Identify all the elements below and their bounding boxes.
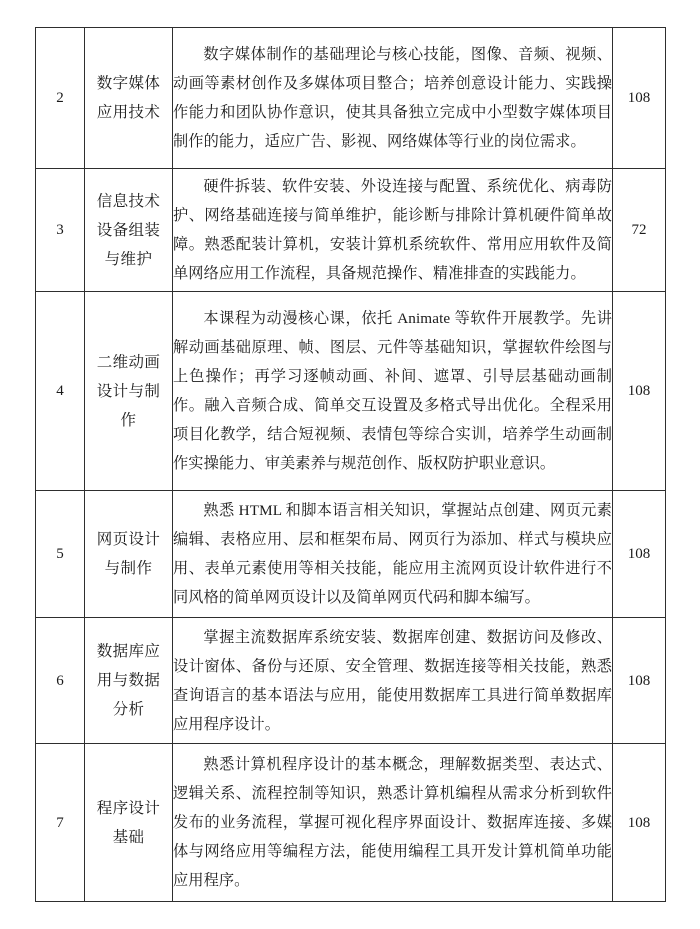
row-index-cell: 7 bbox=[36, 744, 85, 902]
course-name-line: 设计与制 bbox=[96, 382, 161, 400]
table-row bbox=[36, 28, 666, 169]
course-name-line: 用与数据 bbox=[96, 672, 161, 689]
course-hours-cell: 108 bbox=[613, 28, 666, 169]
course-hours-cell: 108 bbox=[613, 744, 666, 902]
course-description-cell: 熟悉 HTML 和脚本语言相关知识，掌握站点创建、网页元素编辑、表格应用、层和框架布局、网页行为添加、样式与模块应用、表单元素使用等相关技能，能应用主流网页设计软件进行不同风格的简单网页设计以及简单网页代码和脚本编写。 bbox=[173, 491, 613, 618]
course-hours-cell: 72 bbox=[613, 169, 666, 292]
course-name-cell bbox=[85, 28, 173, 169]
course-name-line: 基础 bbox=[112, 828, 145, 846]
row-index-cell: 5 bbox=[36, 491, 85, 618]
course-name-line: 作 bbox=[120, 411, 137, 429]
course-hours-cell: 108 bbox=[613, 292, 666, 491]
course-hours-cell: 108 bbox=[613, 618, 666, 744]
row-index-cell: 6 bbox=[36, 618, 85, 744]
course-description-cell: 掌握主流数据库系统安装、数据库创建、数据访问及修改、设计窗体、备份与还原、安全管理、数据连接等相关技能，熟悉查询语言的基本语法与应用，能使用数据库工具进行简单数据库应用程序设计。 bbox=[173, 618, 613, 744]
row-index-cell: 2 bbox=[36, 28, 85, 169]
course-description-cell: 数字媒体制作的基础理论与核心技能，图像、音频、视频、动画等素材创作及多媒体项目整合；培养创意设计能力、实践操作能力和团队协作意识，使其具备独立完成中小型数字媒体项目制作的能力，适应广告、影视、网络媒体等行业的岗位需求。 bbox=[173, 28, 613, 169]
course-description-cell: 硬件拆装、软件安装、外设连接与配置、系统优化、病毒防护、网络基础连接与简单维护，能诊断与排除计算机硬件简单故障。熟悉配装计算机，安装计算机系统软件、常用应用软件及简单网络应用工作流程，具备规范操作、精准排查的实践能力。 bbox=[173, 169, 613, 292]
course-hours-cell: 108 bbox=[613, 491, 666, 618]
table-body bbox=[36, 28, 666, 902]
table-row bbox=[36, 491, 666, 618]
course-name-cell bbox=[85, 292, 173, 491]
row-index-cell: 4 bbox=[36, 292, 85, 491]
course-description-cell: 熟悉计算机程序设计的基本概念，理解数据类型、表达式、逻辑关系、流程控制等知识，熟悉计算机编程从需求分析到软件发布的业务流程，掌握可视化程序界面设计、数据库连接、多媒体与网络应用等编程方法，能使用编程工具开发计算机简单功能应用程序。 bbox=[173, 744, 613, 902]
course-name-line: 程序设计 bbox=[96, 799, 161, 817]
table-row bbox=[36, 292, 666, 491]
course-name-line: 应用技术 bbox=[96, 104, 161, 121]
table-row bbox=[36, 169, 666, 292]
course-name-cell bbox=[85, 169, 173, 292]
course-name-line: 二维动画 bbox=[96, 353, 161, 371]
course-name-line: 与维护 bbox=[104, 250, 153, 268]
course-name-line: 与制作 bbox=[104, 560, 153, 577]
course-description-cell: 本课程为动漫核心课，依托 Animate 等软件开展教学。先讲解动画基础原理、帧、图层、元件等基础知识，掌握软件绘图与上色操作；再学习逐帧动画、补间、遮罩、引导层基础动画制作。融入音频合成、简单交互设置及多格式导出优化。全程采用项目化教学，结合短视频、表情包等综合实训，培养学生动画制作实操能力、审美素养与规范创作、版权防护职业意识。 bbox=[173, 292, 613, 491]
course-name-line: 数字媒体 bbox=[96, 75, 161, 92]
course-name-cell bbox=[85, 491, 173, 618]
course-specification-table bbox=[35, 27, 666, 902]
course-name-cell bbox=[85, 618, 173, 744]
course-name-line: 网页设计 bbox=[96, 531, 161, 548]
course-name-cell bbox=[85, 744, 173, 902]
course-name-line: 数据库应 bbox=[96, 643, 161, 660]
course-name-line: 信息技术 bbox=[96, 192, 161, 210]
table-row bbox=[36, 618, 666, 744]
row-index-cell: 3 bbox=[36, 169, 85, 292]
course-name-line: 设备组装 bbox=[96, 221, 161, 239]
table-row bbox=[36, 744, 666, 902]
course-name-line: 分析 bbox=[112, 701, 145, 718]
